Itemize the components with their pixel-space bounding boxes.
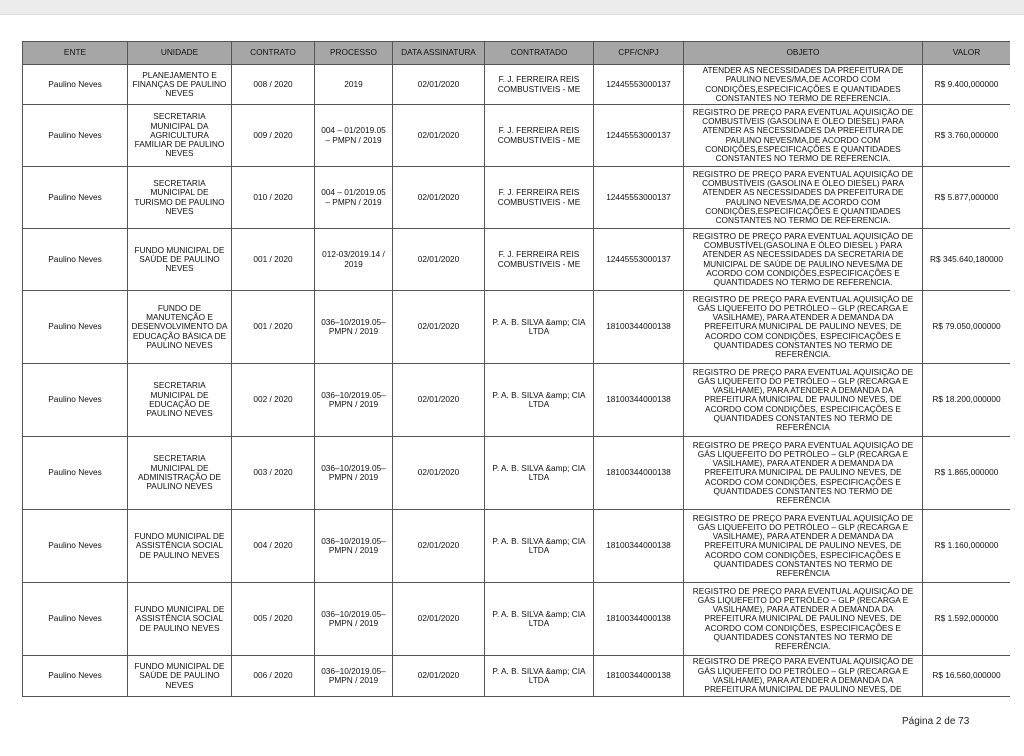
- table-row: [23, 437, 1011, 510]
- cell-objeto: [684, 437, 923, 510]
- col-header-ente: ENTE: [23, 42, 128, 65]
- cell-contratado: F. J. FERREIRA REIS COMBUSTIVEIS - ME: [485, 105, 594, 167]
- cell-processo: 012-03/2019.14 / 2019: [315, 229, 393, 291]
- col-header-contrato: CONTRATO: [232, 42, 315, 65]
- cell-ente: Paulino Neves: [23, 583, 128, 656]
- cell-cnpj: 18100344000138: [594, 656, 684, 697]
- cell-contrato: 006 / 2020: [232, 656, 315, 697]
- cell-objeto: [684, 65, 923, 105]
- table-row: [23, 291, 1011, 364]
- col-header-unidade: UNIDADE: [128, 42, 232, 65]
- cell-cnpj: 12445553000137: [594, 167, 684, 229]
- col-header-processo: PROCESSO: [315, 42, 393, 65]
- cell-cnpj: 18100344000138: [594, 510, 684, 583]
- cell-valor: R$ 9.400,000000: [923, 65, 1011, 105]
- cell-unidade: SECRETARIA MUNICIPAL DE EDUCAÇÃO DE PAULINO NEVES: [128, 364, 232, 437]
- cell-contrato: 004 / 2020: [232, 510, 315, 583]
- cell-contratado: P. A. B. SILVA &amp; CIA LTDA: [485, 510, 594, 583]
- table-row: [23, 510, 1011, 583]
- table-row: [23, 364, 1011, 437]
- cell-unidade: FUNDO MUNICIPAL DE ASSISTÊNCIA SOCIAL DE PAULINO NEVES: [128, 583, 232, 656]
- cell-contratado: P. A. B. SILVA &amp; CIA LTDA: [485, 437, 594, 510]
- col-header-data-assinatura: DATA ASSINATURA: [393, 42, 485, 65]
- cell-contratado: F. J. FERREIRA REIS COMBUSTIVEIS - ME: [485, 65, 594, 105]
- cell-processo: 036–10/2019.05– PMPN / 2019: [315, 437, 393, 510]
- cell-cnpj: 18100344000138: [594, 364, 684, 437]
- cell-unidade: SECRETARIA MUNICIPAL DA AGRICULTURA FAMILIAR DE PAULINO NEVES: [128, 105, 232, 167]
- top-bar: [0, 0, 1024, 15]
- objeto-text: REGISTRO DE PREÇO PARA EVENTUAL AQUISIÇÃO DE GÁS LIQUEFEITO DO PETRÓLEO – GLP (RECARGA E VASILHAME), PARA ATENDER A DEMANDA DA PREFEITURA MUNICIPAL DE PAULINO NEVES, DE ACORDO COM CONDIÇÕES, ESPECIFICAÇÕES E QUANTIDADES CONSTANTES NO TERMO DE REFERÊNCIA.: [692, 294, 914, 360]
- cell-objeto: [684, 364, 923, 437]
- cell-objeto: [684, 656, 923, 697]
- cell-ente: Paulino Neves: [23, 167, 128, 229]
- cell-valor: R$ 18.200,000000: [923, 364, 1011, 437]
- cell-valor: R$ 3.760,000000: [923, 105, 1011, 167]
- objeto-text: REGISTRO DE PREÇO PARA EVENTUAL AQUISIÇÃO DE GÁS LIQUEFEITO DO PETRÓLEO – GLP (RECARGA E VASILHAME), PARA ATENDER A DEMANDA DA PREFEITURA MUNICIPAL DE PAULINO NEVES, DE ACORDO COM CONDIÇÕES, ESPECIFICAÇÕES E QUANTIDADES CONSTANTES NO TERMO DE REFERÊNCIA.: [692, 586, 914, 652]
- table-row: [23, 229, 1011, 291]
- cell-data: 02/01/2020: [393, 291, 485, 364]
- cell-contrato: 002 / 2020: [232, 364, 315, 437]
- cell-contrato: 008 / 2020: [232, 65, 315, 105]
- cell-processo: 036–10/2019.05– PMPN / 2019: [315, 364, 393, 437]
- cell-data: 02/01/2020: [393, 229, 485, 291]
- cell-cnpj: 12445553000137: [594, 105, 684, 167]
- col-header-valor: VALOR: [923, 42, 1011, 65]
- cell-unidade: SECRETARIA MUNICIPAL DE ADMINISTRAÇÃO DE PAULINO NEVES: [128, 437, 232, 510]
- cell-processo: 036–10/2019.05– PMPN / 2019: [315, 656, 393, 697]
- cell-contratado: P. A. B. SILVA &amp; CIA LTDA: [485, 291, 594, 364]
- cell-processo: 004 – 01/2019.05 – PMPN / 2019: [315, 105, 393, 167]
- cell-valor: R$ 1.865,000000: [923, 437, 1011, 510]
- cell-processo: 004 – 01/2019.05 – PMPN / 2019: [315, 167, 393, 229]
- cell-data: 02/01/2020: [393, 510, 485, 583]
- cell-ente: Paulino Neves: [23, 510, 128, 583]
- cell-objeto: [684, 229, 923, 291]
- cell-data: 02/01/2020: [393, 656, 485, 697]
- cell-unidade: FUNDO DE MANUTENÇÃO E DESENVOLVIMENTO DA EDUCAÇÃO BÁSICA DE PAULINO NEVES: [128, 291, 232, 364]
- cell-ente: Paulino Neves: [23, 229, 128, 291]
- cell-processo: 036–10/2019.05– PMPN / 2019: [315, 291, 393, 364]
- cell-contratado: F. J. FERREIRA REIS COMBUSTIVEIS - ME: [485, 167, 594, 229]
- cell-contrato: 001 / 2020: [232, 291, 315, 364]
- cell-ente: Paulino Neves: [23, 105, 128, 167]
- cell-ente: Paulino Neves: [23, 437, 128, 510]
- cell-objeto: [684, 291, 923, 364]
- contracts-table: [22, 41, 1010, 697]
- cell-ente: Paulino Neves: [23, 291, 128, 364]
- cell-unidade: FUNDO MUNICIPAL DE ASSISTÊNCIA SOCIAL DE PAULINO NEVES: [128, 510, 232, 583]
- objeto-text: REGISTRO DE PREÇO PARA EVENTUAL AQUISIÇÃO DE GÁS LIQUEFEITO DO PETRÓLEO – GLP (RECARGA E VASILHAME), PARA ATENDER A DEMANDA DA PREFEITURA MUNICIPAL DE PAULINO NEVES, DE: [692, 657, 914, 695]
- cell-contrato: 001 / 2020: [232, 229, 315, 291]
- cell-objeto: [684, 510, 923, 583]
- cell-ente: Paulino Neves: [23, 65, 128, 105]
- objeto-text: REGISTRO DE PREÇO PARA EVENTUAL AQUISIÇÃO DE COMBUSTÍVEL(GASOLINA E ÓLEO DIESEL ) PARA ATENDER AS NECESSIDADES DA SECRETARIA DE MUNICIPAL DE SAÚDE DE PAULINO NEVES/MA DE ACORDO COM CONDIÇÕES,ESPECIFICAÇÕES E QUANTIDADES NO TERMO DE REFERENCIA.: [692, 231, 914, 288]
- cell-contratado: P. A. B. SILVA &amp; CIA LTDA: [485, 656, 594, 697]
- cell-objeto: [684, 583, 923, 656]
- table-row: [23, 65, 1011, 105]
- table-row: [23, 167, 1011, 229]
- table-header-row: [23, 42, 1011, 65]
- cell-data: 02/01/2020: [393, 167, 485, 229]
- cell-unidade: FUNDO MUNICIPAL DE SAÚDE DE PAULINO NEVES: [128, 229, 232, 291]
- cell-valor: R$ 79.050,000000: [923, 291, 1011, 364]
- cell-cnpj: 18100344000138: [594, 291, 684, 364]
- cell-data: 02/01/2020: [393, 65, 485, 105]
- table-row: [23, 105, 1011, 167]
- objeto-text: REGISTRO DE PREÇO PARA EVENTUAL AQUISIÇÃO DE COMBUSTÍVEIS (GASOLINA E ÓLEO DIESEL) PARA ATENDER AS NECESSIDADES DA PREFEITURA DE PAULINO NEVES/MA,DE ACORDO COM CONDIÇÕES,ESPECIFICAÇÕES E QUANTIDADES CONSTANTES NO TERMO DE REFERENCIA.: [692, 169, 914, 226]
- cell-contrato: 010 / 2020: [232, 167, 315, 229]
- cell-objeto: [684, 105, 923, 167]
- objeto-text: REGISTRO DE PREÇO PARA EVENTUAL AQUISIÇÃO DE GÁS LIQUEFEITO DO PETRÓLEO – GLP (RECARGA E VASILHAME), PARA ATENDER A DEMANDA DA PREFEITURA MUNICIPAL DE PAULINO NEVES, DE ACORDO COM CONDIÇÕES, ESPECIFICAÇÕES E QUANTIDADES CONSTANTES NO TERMO DE REFERÊNCIA: [692, 513, 914, 579]
- cell-processo: 2019: [315, 65, 393, 105]
- objeto-text: REGISTRO DE PREÇO PARA EVENTUAL AQUISIÇÃO DE GÁS LIQUEFEITO DO PETRÓLEO – GLP (RECARGA E VASILHAME), PARA ATENDER A DEMANDA DA PREFEITURA MUNICIPAL DE PAULINO NEVES, DE ACORDO COM CONDIÇÕES, ESPECIFICAÇÕES E QUANTIDADES CONSTANTES NO TERMO DE REFERÊNCIA: [692, 440, 914, 506]
- cell-valor: R$ 16.560,000000: [923, 656, 1011, 697]
- cell-cnpj: 12445553000137: [594, 229, 684, 291]
- cell-valor: R$ 5.877,000000: [923, 167, 1011, 229]
- cell-valor: R$ 1.592,000000: [923, 583, 1011, 656]
- objeto-text: ATENDER AS NECESSIDADES DA PREFEITURA DE PAULINO NEVES/MA,DE ACORDO COM CONDIÇÕES,ESPECIFICAÇÕES E QUANTIDADES CONSTANTES NO TERMO DE REFERENCIA.: [702, 65, 904, 103]
- cell-ente: Paulino Neves: [23, 364, 128, 437]
- cell-valor: R$ 345.640,180000: [923, 229, 1011, 291]
- cell-unidade: FUNDO MUNICIPAL DE SAÚDE DE PAULINO NEVES: [128, 656, 232, 697]
- cell-data: 02/01/2020: [393, 105, 485, 167]
- cell-ente: Paulino Neves: [23, 656, 128, 697]
- cell-unidade: PLANEJAMENTO E FINANÇAS DE PAULINO NEVES: [128, 65, 232, 105]
- cell-contratado: P. A. B. SILVA &amp; CIA LTDA: [485, 583, 594, 656]
- cell-unidade: SECRETARIA MUNICIPAL DE TURISMO DE PAULINO NEVES: [128, 167, 232, 229]
- table-row: [23, 656, 1011, 697]
- cell-objeto: [684, 167, 923, 229]
- cell-contrato: 005 / 2020: [232, 583, 315, 656]
- cell-data: 02/01/2020: [393, 437, 485, 510]
- contracts-table-wrapper: [22, 41, 1010, 705]
- cell-data: 02/01/2020: [393, 583, 485, 656]
- cell-contratado: F. J. FERREIRA REIS COMBUSTIVEIS - ME: [485, 229, 594, 291]
- col-header-objeto: OBJETO: [684, 42, 923, 65]
- cell-processo: 036–10/2019.05– PMPN / 2019: [315, 510, 393, 583]
- cell-processo: 036–10/2019.05– PMPN / 2019: [315, 583, 393, 656]
- cell-contratado: P. A. B. SILVA &amp; CIA LTDA: [485, 364, 594, 437]
- objeto-text: REGISTRO DE PREÇO PARA EVENTUAL AQUISIÇÃO DE COMBUSTÍVEIS (GASOLINA E ÓLEO DIESEL) PARA ATENDER AS NECESSIDADES DA PREFEITURA DE PAULINO NEVES/MA,DE ACORDO COM CONDIÇÕES,ESPECIFICAÇÕES E QUANTIDADES CONSTANTES NO TERMO DE REFERENCIA.: [692, 107, 914, 164]
- page-number: Página 2 de 73: [902, 716, 970, 727]
- cell-contrato: 009 / 2020: [232, 105, 315, 167]
- cell-cnpj: 18100344000138: [594, 583, 684, 656]
- cell-data: 02/01/2020: [393, 364, 485, 437]
- col-header-cpf-cnpj: CPF/CNPJ: [594, 42, 684, 65]
- cell-valor: R$ 1.160,000000: [923, 510, 1011, 583]
- cell-contrato: 003 / 2020: [232, 437, 315, 510]
- cell-cnpj: 12445553000137: [594, 65, 684, 105]
- cell-cnpj: 18100344000138: [594, 437, 684, 510]
- objeto-text: REGISTRO DE PREÇO PARA EVENTUAL AQUISIÇÃO DE GÁS LIQUEFEITO DO PETRÓLEO – GLP (RECARGA E VASILHAME), PARA ATENDER A DEMANDA DA PREFEITURA MUNICIPAL DE PAULINO NEVES, DE ACORDO COM CONDIÇÕES, ESPECIFICAÇÕES E QUANTIDADES CONSTANTES NO TERMO DE REFERÊNCIA: [692, 367, 914, 433]
- col-header-contratado: CONTRATADO: [485, 42, 594, 65]
- table-row: [23, 583, 1011, 656]
